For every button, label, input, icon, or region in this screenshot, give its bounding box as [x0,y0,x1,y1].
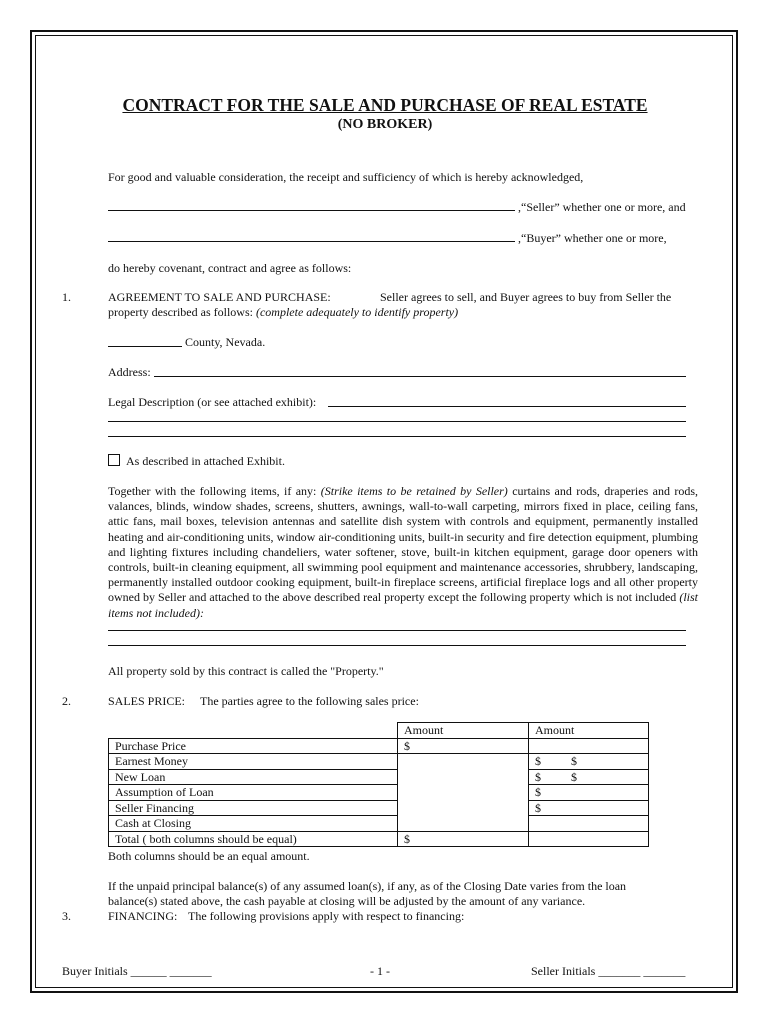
table-row [109,738,649,754]
table-row [109,816,649,832]
section-1-text-b-plain: property described as follows: [108,305,253,319]
cash-at-closing-amount[interactable] [529,816,649,832]
included-items-strike-note: (Strike items to be retained by Seller) [320,484,508,498]
exhibit-checkbox[interactable] [108,454,120,466]
covenant-text: do hereby covenant, contract and agree as follows: [108,261,352,275]
section-3-heading: FINANCING: [108,909,178,923]
legal-description-field-1[interactable] [328,406,686,407]
row-label-seller-financing: Seller Financing [109,800,398,816]
row-label-earnest-money: Earnest Money [109,754,398,770]
included-items-list: curtains and rods, draperies and rods, valances, blinds, window shades, screens, shutters, awnings, wall-to-wall carpeting, mirrors fixed in place, ceiling fans, attic fans, mail boxes, television antennas and satellite dish system with controls and equipment, permanently installed heating and air-conditioning units, window air-conditioning units, built-in security and fire detection equipment, plumbing and lighting fixtures including chandeliers, water softener, stove, built-in kitchen equipment, garage door openers with controls, built-in cleaning equipment, all swimming pool equipment and maintenance accessories, shrubbery, landscaping, permanently installed outdoor cooking equipment, built-in fireplace screens, artificial fireplace logs and all other property owned by Seller and attached to the above described real property except the following property which is not included [108,484,698,605]
table-row [109,769,649,785]
legal-description-label: Legal Description (or see attached exhibit): [108,395,317,409]
exhibit-label: As described in attached Exhibit. [126,454,285,468]
section-1-text-b-italic: (complete adequately to identify property) [255,305,459,319]
new-loan-dollar-2: $ [571,769,577,784]
legal-description-field-3[interactable] [108,436,686,437]
table-row [109,785,649,801]
amount-header-1: Amount [398,723,529,739]
section-2-heading: SALES PRICE: [108,694,186,708]
row-label-assumption-of-loan: Assumption of Loan [109,785,398,801]
table-row [109,754,649,770]
property-called-text: All property sold by this contract is called the "Property." [108,664,384,678]
section-3-number: 3. [62,909,71,923]
section-2-text: The parties agree to the following sales price: [200,694,419,708]
row-label-purchase-price: Purchase Price [109,738,398,754]
included-items-intro: Together with the following items, if any: [108,484,317,498]
county-label: County, Nevada. [185,335,266,349]
address-label: Address: [108,365,151,379]
legal-description-field-2[interactable] [108,421,686,422]
seller-suffix: ,“Seller” whether one or more, and [518,200,686,214]
document-subtitle: (NO BROKER) [337,117,433,132]
buyer-name-field[interactable] [108,241,515,242]
excluded-items-field-2[interactable] [108,645,686,646]
section-2-number: 2. [62,694,71,708]
document-title: CONTRACT FOR THE SALE AND PURCHASE OF REAL ESTATE [122,95,648,115]
buyer-suffix: ,“Buyer” whether one or more, [518,231,667,245]
sales-price-table [108,722,649,847]
earnest-money-dollar-1: $ [535,754,541,768]
page-number: - 1 - [370,964,390,978]
included-items-paragraph [108,484,698,621]
unpaid-balance-text-2: balance(s) stated above, the cash payable at closing will be adjusted by the amount of any variance. [108,894,586,908]
earnest-money-dollar-2: $ [571,754,577,768]
table-row [109,831,649,847]
row-label-total: Total ( both columns should be equal) [109,831,398,847]
earnest-money-amount[interactable] [529,754,649,770]
purchase-price-amount[interactable]: $ [398,738,529,754]
table-header-blank [109,723,398,739]
section-1-text-b [108,305,458,320]
row-label-cash-at-closing: Cash at Closing [109,816,398,832]
excluded-items-note: (list items not included): [108,590,698,620]
purchase-price-amount-2 [529,738,649,754]
new-loan-dollar-1: $ [535,769,541,784]
section-1-heading: AGREEMENT TO SALE AND PURCHASE: [108,290,331,304]
section-3-text: The following provisions apply with respect to financing: [188,909,465,923]
unpaid-balance-text-1: If the unpaid principal balance(s) of any assumed loan(s), if any, as of the Closing Date varies from the loan [108,879,627,893]
section-1-number: 1. [62,290,71,304]
seller-financing-amount[interactable]: $ [529,800,649,816]
seller-initials[interactable]: Seller Initials _______ _______ [531,964,686,978]
total-amount[interactable]: $ [398,831,529,847]
address-field[interactable] [154,376,686,377]
assumption-of-loan-amount[interactable]: $ [529,785,649,801]
row-label-new-loan: New Loan [109,769,398,785]
table-row [109,800,649,816]
excluded-items-field-1[interactable] [108,630,686,631]
buyer-initials[interactable]: Buyer Initials ______ _______ [62,964,212,978]
amount-header-2: Amount [529,723,649,739]
seller-name-field[interactable] [108,210,515,211]
equal-columns-note: Both columns should be an equal amount. [108,849,310,863]
table-header-row [109,723,649,739]
intro-text: For good and valuable consideration, the receipt and sufficiency of which is hereby acknowledged, [108,170,584,184]
county-field[interactable] [108,346,182,347]
section-1-text-a: Seller agrees to sell, and Buyer agrees to buy from Seller the [380,290,672,304]
new-loan-amount[interactable] [529,769,649,785]
merged-amount-cell [398,754,529,832]
total-amount-2 [529,831,649,847]
